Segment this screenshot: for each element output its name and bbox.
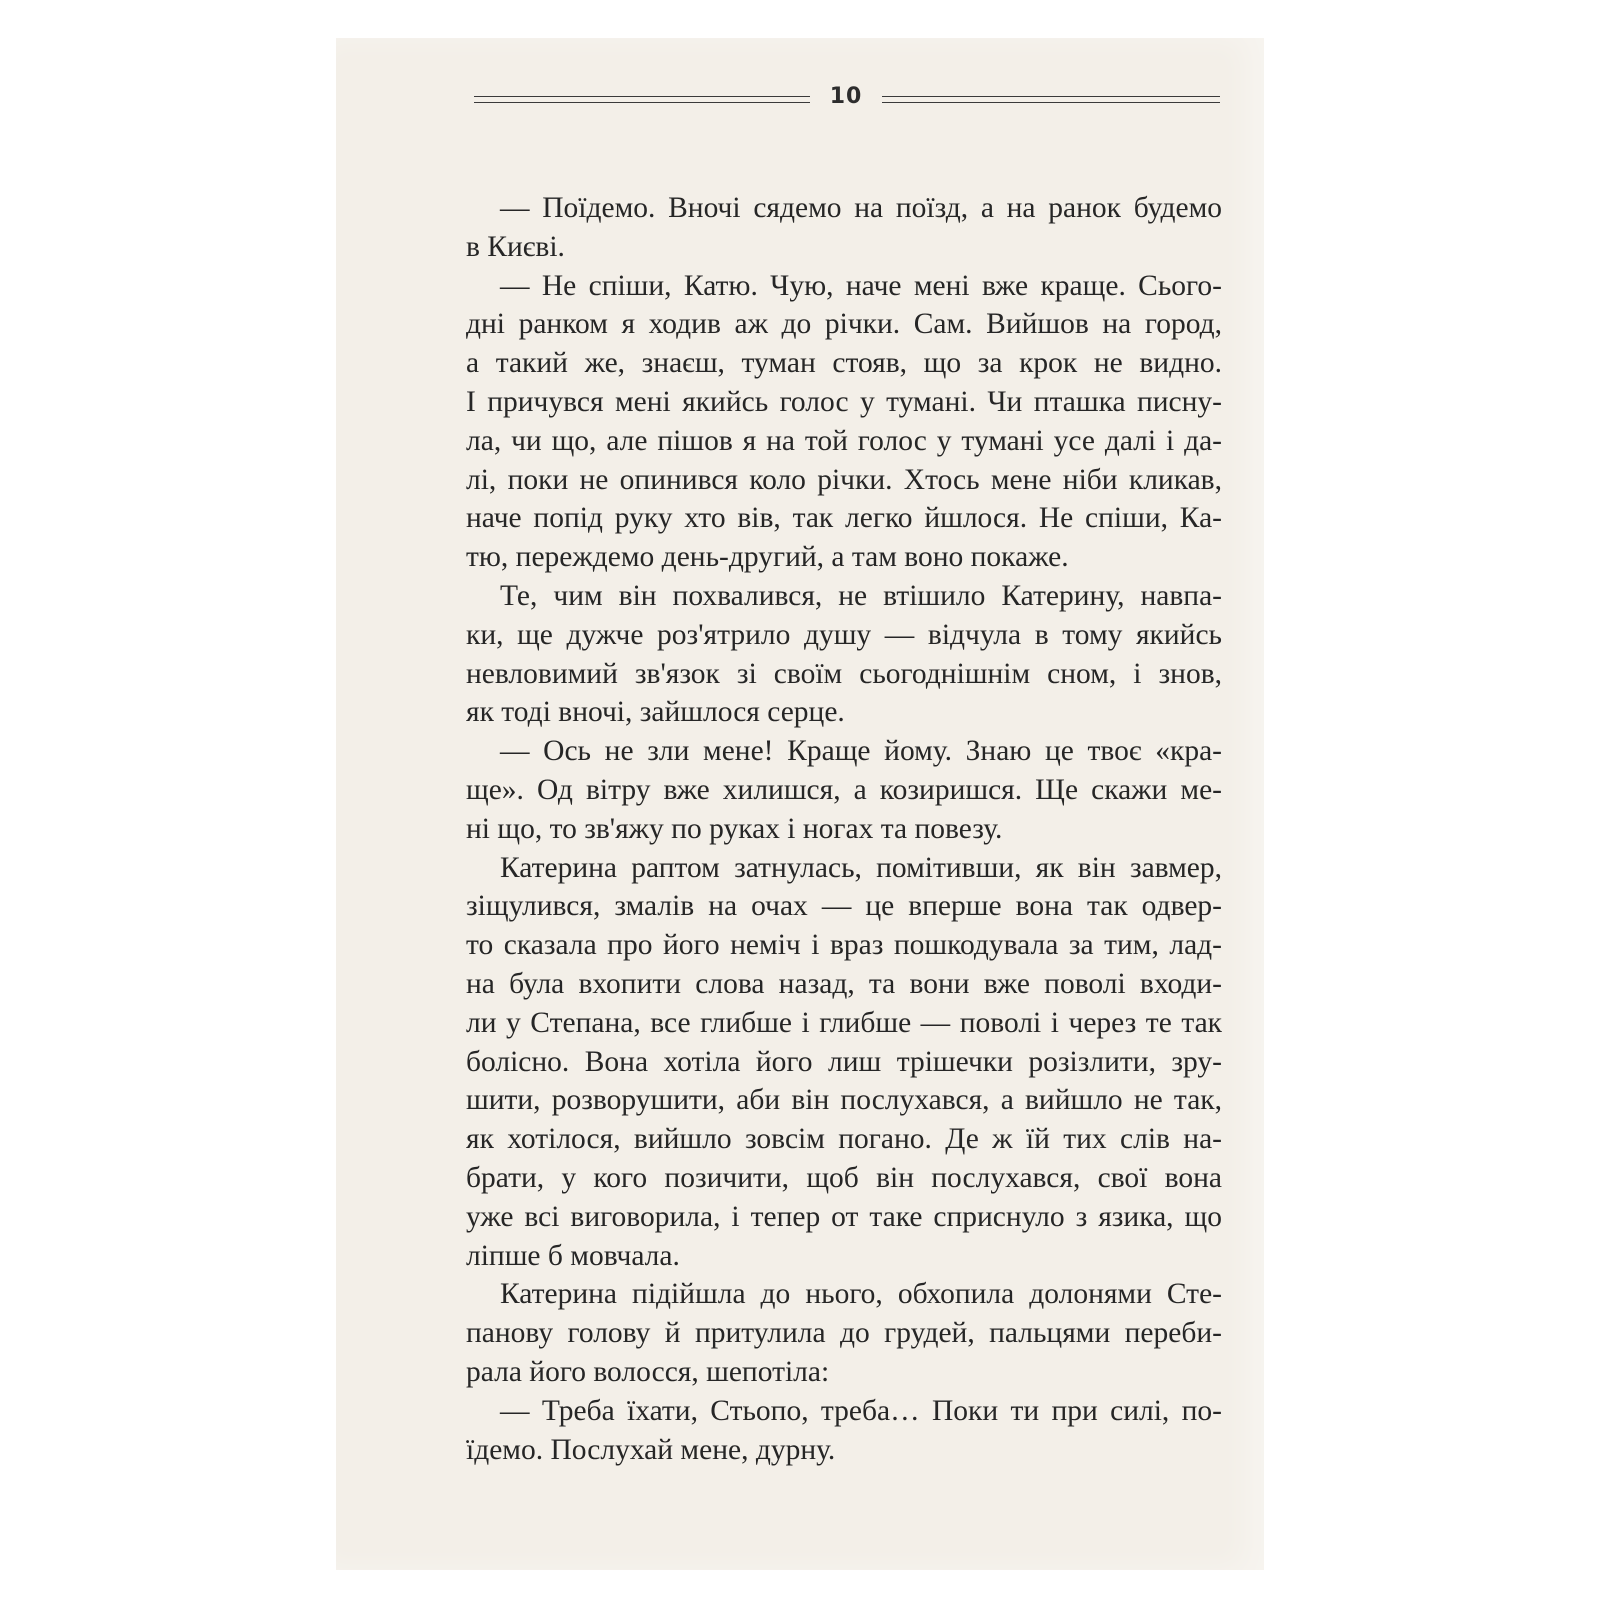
text-line: ки, ще дужче роз'ятрило душу — відчула в тому якийсь (466, 618, 1222, 651)
book-page (336, 38, 1264, 1570)
text-line: шити, розворушити, аби він послухався, а вийшло не так, (466, 1084, 1222, 1117)
text-line: — Поїдемо. Вночі сядемо на поїзд, а на ранок будемо (500, 192, 1222, 224)
text-line: зіщулився, змалів на очах — це вперше вона так одвер- (466, 890, 1222, 923)
text-line: наче попід руку хто вів, так легко йшлося. Не спіши, Ка- (466, 502, 1222, 535)
text-line: їдемо. Послухай мене, дурну. (466, 1433, 836, 1466)
text-line: лі, поки не опинився коло річки. Хтось мене ніби кликав, (466, 463, 1222, 496)
text-line: невловимий зв'язок зі своїм сьогоднішнім сном, і знов, (466, 657, 1222, 690)
text-line: уже всі виговорила, і тепер от таке сприснуло з язика, що (466, 1200, 1222, 1233)
text-line: Катерина раптом затнулась, помітивши, як він завмер, (500, 851, 1222, 884)
text-line: на була вхопити слова назад, та вони вже поволі входи- (466, 967, 1222, 1000)
text-line: — Не спіши, Катю. Чую, наче мені вже краще. Сього- (500, 269, 1222, 302)
text-line: панову голову й притулила до грудей, пальцями переби- (466, 1317, 1222, 1350)
running-header (474, 86, 1220, 126)
text-line: як хотілося, вийшло зовсім погано. Де ж їй тих слів на- (466, 1123, 1222, 1156)
text-line: І причувся мені якийсь голос у тумані. Чи пташка писну- (466, 385, 1222, 418)
header-rule-left (474, 96, 810, 104)
body-text (466, 189, 1222, 1469)
text-line: Катерина підійшла до нього, обхопила долонями Сте- (500, 1278, 1222, 1311)
text-line: — Ось не зли мене! Краще йому. Знаю це твоє «кра- (500, 735, 1222, 768)
text-line: дні ранком я ходив аж до річки. Сам. Вийшов на город, (466, 308, 1222, 341)
text-line: рала його волосся, шепотіла: (466, 1355, 830, 1388)
text-line: болісно. Вона хотіла його лиш трішечки розізлити, зру- (466, 1045, 1222, 1078)
text-line: ліпше б мовчала. (466, 1239, 680, 1272)
text-line: то сказала про його неміч і враз пошкодувала за тим, лад- (466, 929, 1222, 962)
text-line: — Треба їхати, Стьопо, треба… Поки ти при силі, по- (500, 1394, 1222, 1427)
text-line: а такий же, знаєш, туман стояв, що за крок не видно. (466, 347, 1222, 380)
text-line: Те, чим він похвалився, не втішило Катерину, навпа- (500, 579, 1222, 612)
text-line: ли у Степана, все глибше і глибше — поволі і через те так (466, 1006, 1222, 1039)
text-line: тю, переждемо день-другий, а там воно покаже. (466, 541, 1069, 574)
text-line: ні що, то зв'яжу по руках і ногах та повезу. (466, 812, 1003, 845)
text-line: ще». Од вітру вже хилишся, а козиришся. Ще скажи ме- (466, 773, 1222, 806)
text-line: ла, чи що, але пішов я на той голос у тумані усе далі і да- (466, 424, 1222, 457)
header-rule-right (882, 96, 1220, 104)
text-line: в Києві. (466, 230, 565, 263)
page-number: 10 (829, 84, 863, 109)
text-line: брати, у кого позичити, щоб він послухався, свої вона (466, 1161, 1222, 1194)
text-line: як тоді вночі, зайшлося серце. (466, 696, 845, 729)
